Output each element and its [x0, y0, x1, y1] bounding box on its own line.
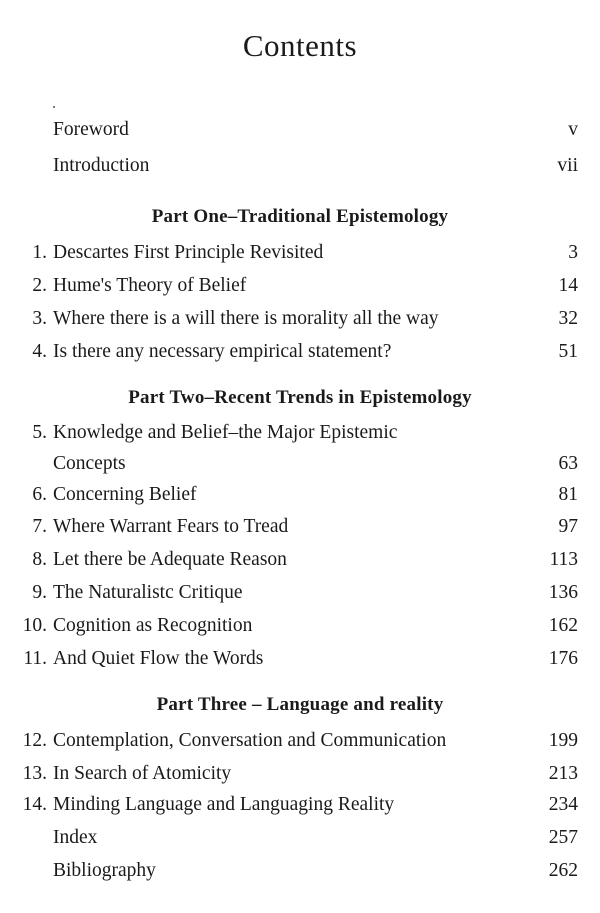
section-heading-part-two: Part Two–Recent Trends in Epistemology — [128, 387, 472, 408]
entry-page: 234 — [548, 794, 578, 815]
entry-title: Minding Language and Languaging Reality — [53, 794, 395, 815]
toc-entry-introduction[interactable] — [0, 152, 600, 180]
toc-entry[interactable] — [0, 612, 600, 640]
toc-entry[interactable] — [0, 645, 600, 673]
entry-number: 6. — [32, 484, 47, 505]
entry-page: 257 — [548, 827, 578, 848]
entry-number: 4. — [32, 341, 47, 362]
entry-title: Foreword — [53, 119, 129, 140]
section-heading-part-three: Part Three – Language and reality — [156, 694, 444, 715]
entry-page: 213 — [548, 763, 578, 784]
toc-entry[interactable] — [0, 305, 600, 333]
entry-title: Hume's Theory of Belief — [53, 275, 247, 296]
entry-title: The Naturalistc Critique — [53, 582, 243, 603]
entry-page: 63 — [558, 453, 578, 474]
entry-title: Concerning Belief — [53, 484, 197, 505]
toc-entry[interactable] — [0, 338, 600, 366]
entry-title: Where Warrant Fears to Tread — [53, 516, 289, 537]
entry-number: 14. — [22, 794, 47, 815]
toc-entry-index[interactable] — [0, 824, 600, 852]
toc-entry[interactable] — [0, 546, 600, 574]
entry-page: 262 — [548, 860, 578, 881]
entry-page: 113 — [549, 549, 578, 570]
entry-page: v — [568, 119, 578, 140]
entry-page: 51 — [558, 341, 578, 362]
toc-entry[interactable] — [0, 239, 600, 267]
section-heading-part-one: Part One–Traditional Epistemology — [151, 206, 449, 227]
entry-number: 11. — [23, 648, 47, 669]
toc-entry[interactable] — [0, 791, 600, 819]
entry-page: 176 — [548, 648, 578, 669]
entry-title: Contemplation, Conversation and Communication — [53, 730, 447, 751]
entry-title: And Quiet Flow the Words — [53, 648, 264, 669]
entry-page: 3 — [568, 242, 578, 263]
entry-title: Knowledge and Belief–the Major Epistemic — [53, 422, 398, 443]
toc-entry[interactable] — [0, 481, 600, 509]
page-title: Contents — [242, 28, 358, 63]
entry-page: 199 — [548, 730, 578, 751]
entry-number: 9. — [32, 582, 47, 603]
entry-number: 13. — [22, 763, 47, 784]
toc-entry-bibliography[interactable] — [0, 857, 600, 885]
stray-dot — [53, 106, 55, 108]
entry-title: Index — [53, 827, 98, 848]
entry-number: 7. — [32, 516, 47, 537]
entry-title: Where there is a will there is morality all the way — [53, 308, 439, 329]
toc-entry[interactable] — [0, 419, 600, 447]
entry-number: 8. — [32, 549, 47, 570]
entry-page: vii — [557, 155, 578, 176]
entry-page: 81 — [558, 484, 578, 505]
entry-page: 97 — [558, 516, 578, 537]
toc-entry[interactable] — [0, 760, 600, 788]
toc-entry[interactable] — [0, 513, 600, 541]
entry-number: 10. — [22, 615, 47, 636]
toc-entry-foreword[interactable] — [0, 116, 600, 144]
entry-page: 14 — [558, 275, 578, 296]
toc-entry[interactable] — [0, 272, 600, 300]
entry-title: Cognition as Recognition — [53, 615, 253, 636]
entry-title: In Search of Atomicity — [53, 763, 232, 784]
entry-number: 1. — [32, 242, 47, 263]
entry-title: Introduction — [53, 155, 150, 176]
entry-title: Descartes First Principle Revisited — [53, 242, 324, 263]
entry-title-continuation: Concepts — [53, 453, 126, 474]
entry-title: Is there any necessary empirical statement? — [53, 341, 392, 362]
entry-number: 2. — [32, 275, 47, 296]
toc-entry-continuation[interactable] — [0, 450, 600, 478]
toc-entry[interactable] — [0, 579, 600, 607]
entry-page: 136 — [548, 582, 578, 603]
entry-number: 5. — [32, 422, 47, 443]
entry-number: 3. — [32, 308, 47, 329]
entry-page: 32 — [558, 308, 578, 329]
entry-title: Bibliography — [53, 860, 156, 881]
entry-page: 162 — [548, 615, 578, 636]
toc-entry[interactable] — [0, 727, 600, 755]
entry-title: Let there be Adequate Reason — [53, 549, 287, 570]
entry-number: 12. — [22, 730, 47, 751]
